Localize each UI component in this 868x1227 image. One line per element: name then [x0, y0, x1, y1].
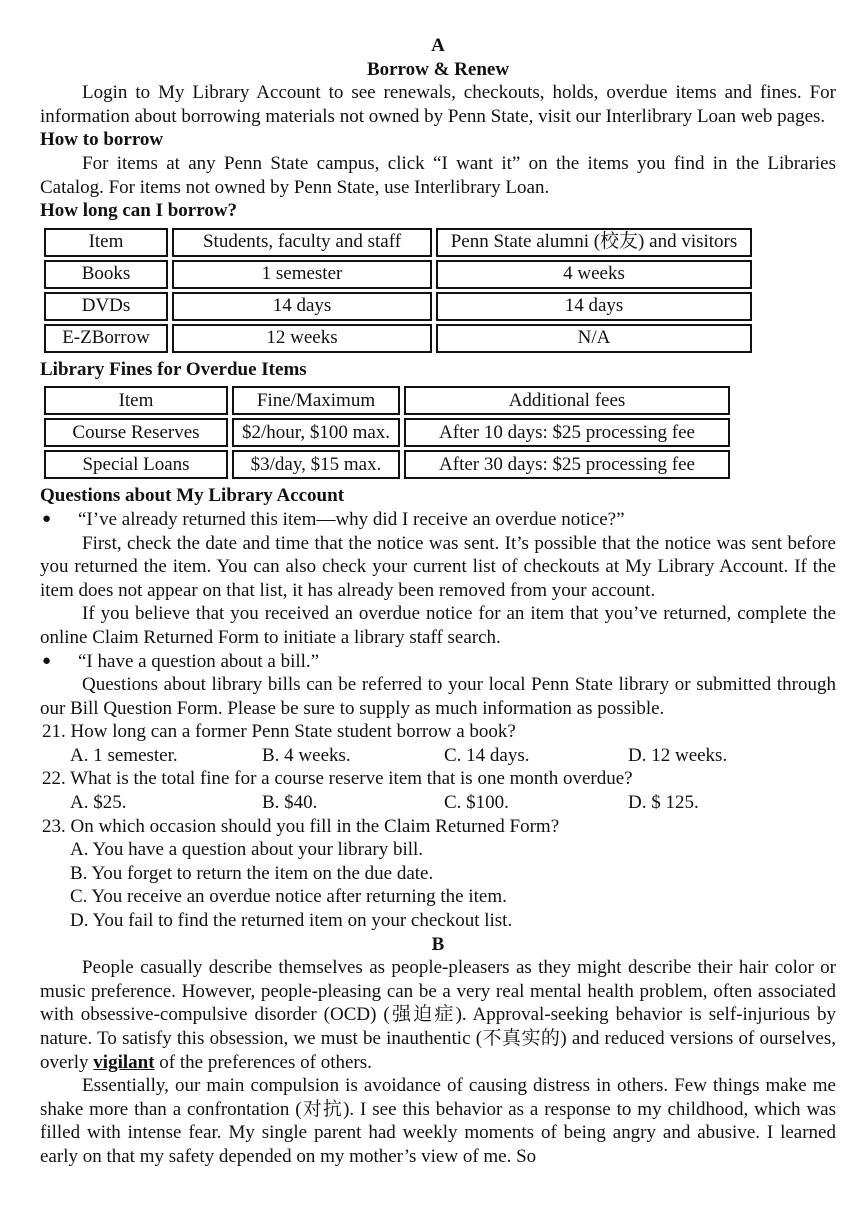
exam-page [40, 34, 836, 1169]
option-b: B. 4 weeks. [262, 744, 351, 766]
answer-paragraph-2: If you believe that you received an overdue notice for an item that you’ve returned, complete the online Claim Returned Form to initiate a library staff search. [40, 603, 836, 648]
bullet-question-1: ● “I’ve already returned this item—why did I receive an overdue notice?” [40, 508, 836, 532]
table-cell: Course Reserves [44, 418, 228, 447]
option-a: A. You have a question about your library bill. [70, 839, 424, 861]
table-header-cell: Additional fees [404, 386, 730, 415]
passage-b-paragraph-1 [40, 956, 836, 1074]
borrow-period-table [40, 225, 756, 356]
table-cell: Books [44, 260, 168, 289]
intro-paragraph: Login to My Library Account to see renewals, checkouts, holds, overdue items and fines. For information about borrowing materials not owned by Penn State, visit our Interlibrary Loan web pages. [40, 82, 836, 127]
passage-text: People casually describe themselves as people-pleasers as they might describe their hair color or music preference. However, people-pleasing can be a very real mental health problem, often associated with obsessive-compulsive disorder (OCD) (强迫症). Approval-seeking behavior is self-injurious by nature. To satisfy this obsession, we must be inauthentic (不真实的) and reduced versions of ourselves, overly [40, 957, 836, 1073]
option-c: C. 14 days. [444, 744, 530, 766]
table-cell: 14 days [436, 292, 752, 321]
option-c: C. You receive an overdue notice after returning the item. [70, 886, 507, 908]
table-header-cell: Penn State alumni (校友) and visitors [436, 228, 752, 257]
table-row [44, 450, 730, 479]
option-d: D. You fail to find the returned item on your checkout list. [70, 910, 513, 932]
table-cell: DVDs [44, 292, 168, 321]
section-a-title: Borrow & Renew [366, 58, 510, 80]
question-23-stem: 23. On which occasion should you fill in the Claim Returned Form? [42, 815, 560, 837]
question-21-stem: 21. How long can a former Penn State student borrow a book? [42, 721, 516, 743]
table-header-cell: Item [44, 228, 168, 257]
fines-table [40, 383, 734, 482]
bullet-question-2: ● “I have a question about a bill.” [40, 650, 836, 674]
option-d: D. 12 weeks. [628, 744, 728, 766]
table-header-row [44, 228, 752, 257]
section-a-letter: A [431, 35, 445, 56]
table-cell: 14 days [172, 292, 432, 321]
table-cell: 12 weeks [172, 324, 432, 353]
how-to-borrow-paragraph: For items at any Penn State campus, click “I want it” on the items you find in the Libraries Catalog. For items not owned by Penn State, use Interlibrary Loan. [40, 152, 836, 198]
table-cell: N/A [436, 324, 752, 353]
questions-heading: Questions about My Library Account [40, 485, 345, 507]
table-row [44, 418, 730, 447]
option-c: C. $100. [444, 792, 509, 814]
answer-paragraph-3: Questions about library bills can be referred to your local Penn State library or submitted through our Bill Question Form. Please be sure to supply as much information as possible. [40, 674, 836, 719]
table-cell: $3/day, $15 max. [232, 450, 400, 479]
table-cell: After 30 days: $25 processing fee [404, 450, 730, 479]
option-d: D. $ 125. [628, 792, 699, 814]
table-cell: After 10 days: $25 processing fee [404, 418, 730, 447]
fines-heading: Library Fines for Overdue Items [40, 358, 307, 380]
table-header-cell: Fine/Maximum [232, 386, 400, 415]
table-header-cell: Item [44, 386, 228, 415]
question-22-options [40, 791, 836, 815]
table-cell: Special Loans [44, 450, 228, 479]
table-row [44, 292, 752, 321]
table-row [44, 260, 752, 289]
how-to-borrow-heading: How to borrow [40, 129, 164, 151]
table-header-cell: Students, faculty and staff [172, 228, 432, 257]
passage-text: of the preferences of others. [154, 1051, 372, 1073]
keyword-vigilant: vigilant [93, 1051, 155, 1073]
table-cell: 4 weeks [436, 260, 752, 289]
passage-b-paragraph-2: Essentially, our main compulsion is avoidance of causing distress in others. Few things make me shake more than a confrontation (对抗). I see this behavior as a response to my childhood, which was filled with intense fear. My single parent had weekly moments of being angry and abusive. I learned early on that my safety depended on my mother’s view of me. So [40, 1075, 836, 1167]
question-22-stem: 22. What is the total fine for a course reserve item that is one month overdue? [42, 768, 633, 790]
table-cell: 1 semester [172, 260, 432, 289]
option-b: B. $40. [262, 792, 318, 814]
table-cell: E-ZBorrow [44, 324, 168, 353]
how-long-heading: How long can I borrow? [40, 200, 238, 222]
option-a: A. $25. [70, 792, 127, 814]
answer-paragraph-1: First, check the date and time that the notice was sent. It’s possible that the notice was sent before you returned the item. You can also check your current list of checkouts at My Library Account. If the item does not appear on that list, it has already been removed from your account. [40, 532, 836, 601]
table-header-row [44, 386, 730, 415]
question-21-options [40, 744, 836, 768]
section-b-letter: B [431, 933, 445, 955]
table-cell: $2/hour, $100 max. [232, 418, 400, 447]
option-a: A. 1 semester. [70, 744, 178, 766]
table-row [44, 324, 752, 353]
option-b: B. You forget to return the item on the due date. [70, 862, 434, 884]
